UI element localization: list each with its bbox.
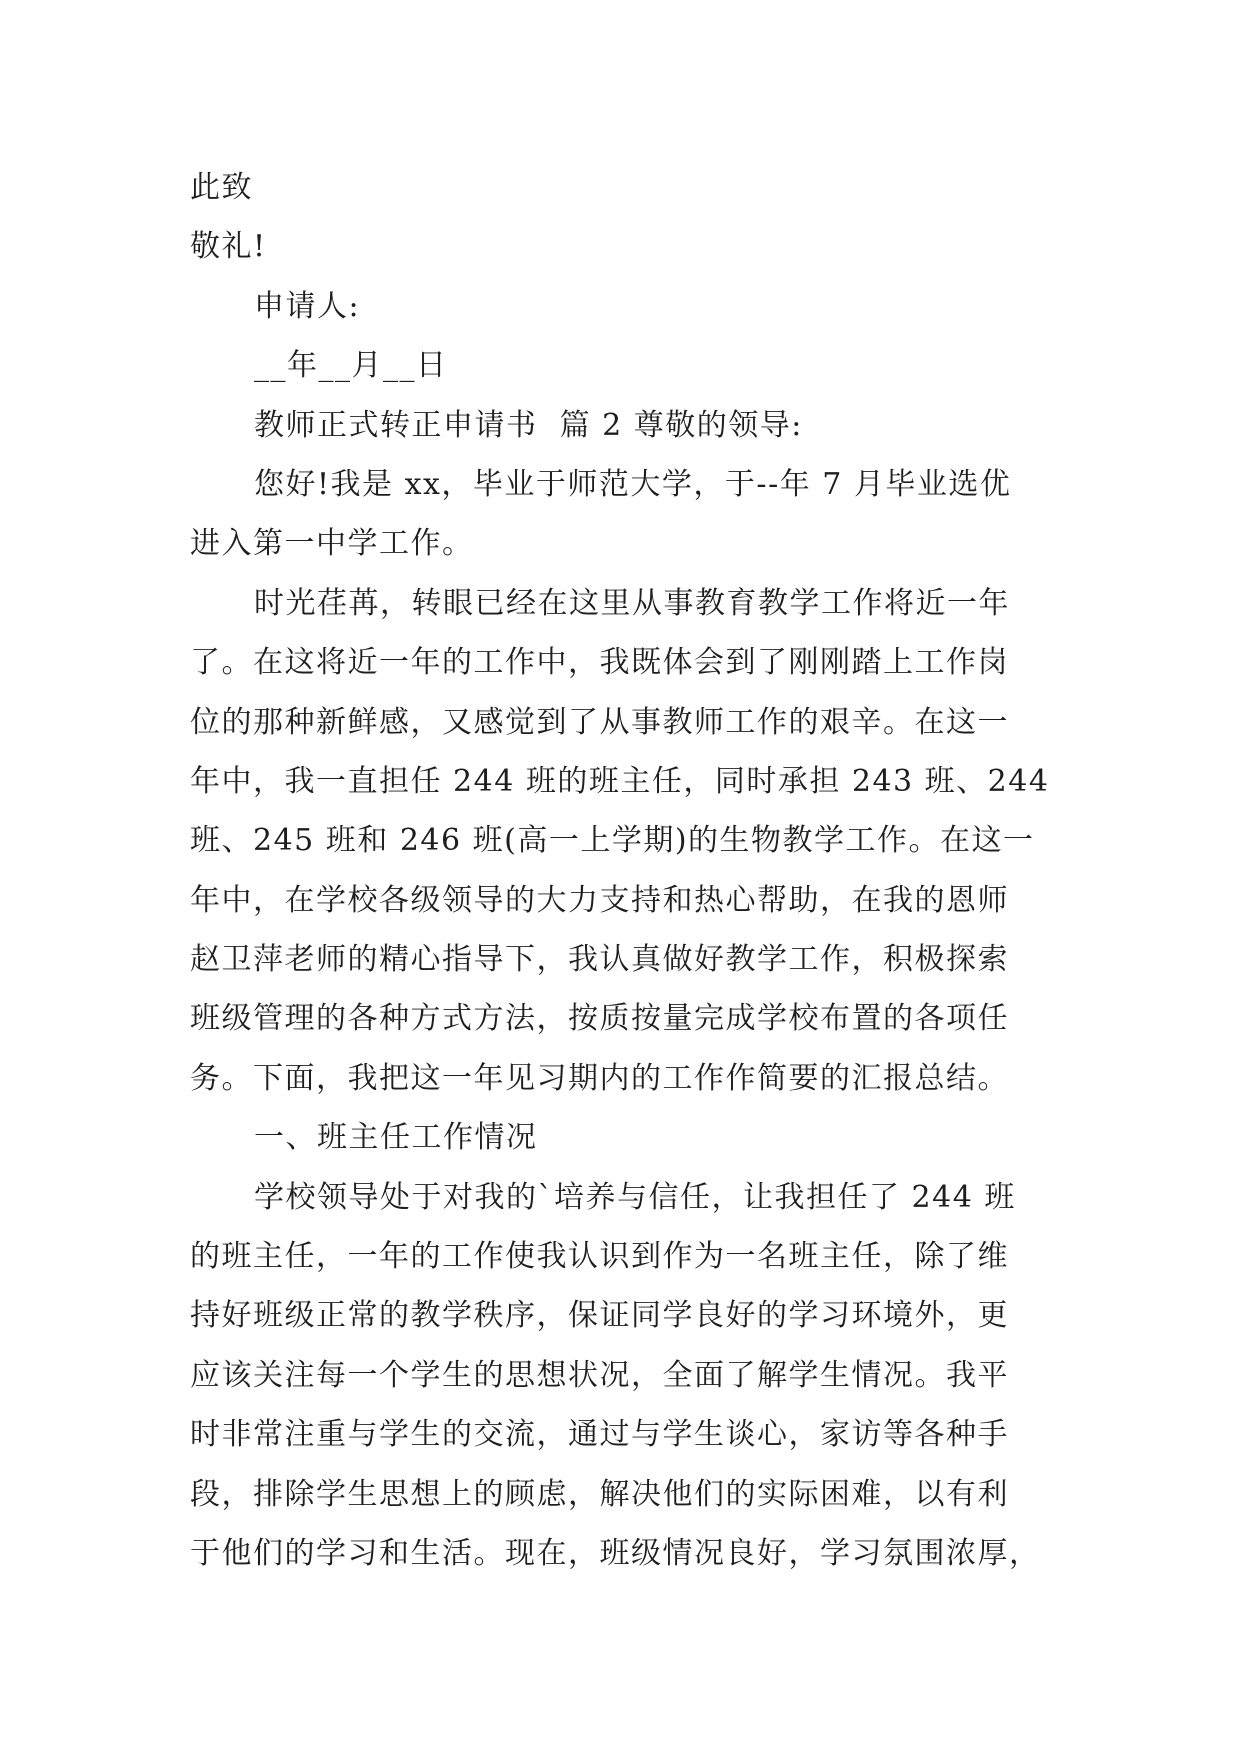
text-line: 于他们的学习和生活。现在，班级情况良好，学习氛围浓厚， (190, 1535, 1041, 1571)
document-body (190, 158, 1070, 1583)
section-heading: 一、班主任工作情况 (254, 1120, 538, 1156)
closing-ci-zhi: 此致 (190, 170, 253, 205)
text-line: 持好班级正常的教学秩序，保证同学良好的学习环境外，更 (190, 1298, 1009, 1334)
closing-jing-li: 敬礼! (190, 229, 267, 265)
text-line: 应该关注每一个学生的思想状况，全面了解学生情况。我平 (190, 1357, 1009, 1393)
text-line: 段，排除学生思想上的顾虑，解决他们的实际困难，以有利 (190, 1476, 1009, 1512)
text-line: 您好!我是 xx，毕业于师范大学，于--年 7 月毕业选优 (254, 466, 1012, 502)
text-line: 位的那种新鲜感，又感觉到了从事教师工作的艰辛。在这一 (190, 704, 1009, 740)
text-line: 赵卫萍老师的精心指导下，我认真做好教学工作，积极探索 (190, 942, 1009, 978)
text-line: 的班主任，一年的工作使我认识到作为一名班主任，除了维 (190, 1239, 1009, 1275)
text-line: 年中，在学校各级领导的大力支持和热心帮助，在我的恩师 (190, 882, 1009, 918)
paragraph-greeting (190, 455, 1070, 574)
text-line: 班、245 班和 246 班(高一上学期)的生物教学工作。在这一 (190, 823, 1035, 859)
text-line: 时非常注重与学生的交流，通过与学生谈心，家访等各种手 (190, 1417, 1009, 1453)
text-line: 班级管理的各种方式方法，按质按量完成学校布置的各项任 (190, 1001, 1009, 1037)
text-line: 时光荏苒，转眼已经在这里从事教育教学工作将近一年 (254, 585, 1010, 621)
date-line: __年__月__日 (254, 348, 448, 384)
text-line: 学校领导处于对我的`培养与信任，让我担任了 244 班 (254, 1179, 1016, 1215)
text-line: 年中，我一直担任 244 班的班主任，同时承担 243 班、244 (190, 763, 1050, 799)
text-line: 进入第一中学工作。 (190, 526, 474, 562)
text-line: 了。在这将近一年的工作中，我既体会到了刚刚踏上工作岗 (190, 645, 1009, 681)
paragraph-class-teacher (190, 1168, 1070, 1584)
letter-heading: 教师正式转正申请书 篇 2 尊敬的领导: (254, 407, 803, 443)
text-line: 务。下面，我把这一年见习期内的工作作简要的汇报总结。 (190, 1060, 1009, 1096)
paragraph-summary (190, 574, 1070, 1109)
applicant-label: 申请人: (254, 288, 361, 324)
